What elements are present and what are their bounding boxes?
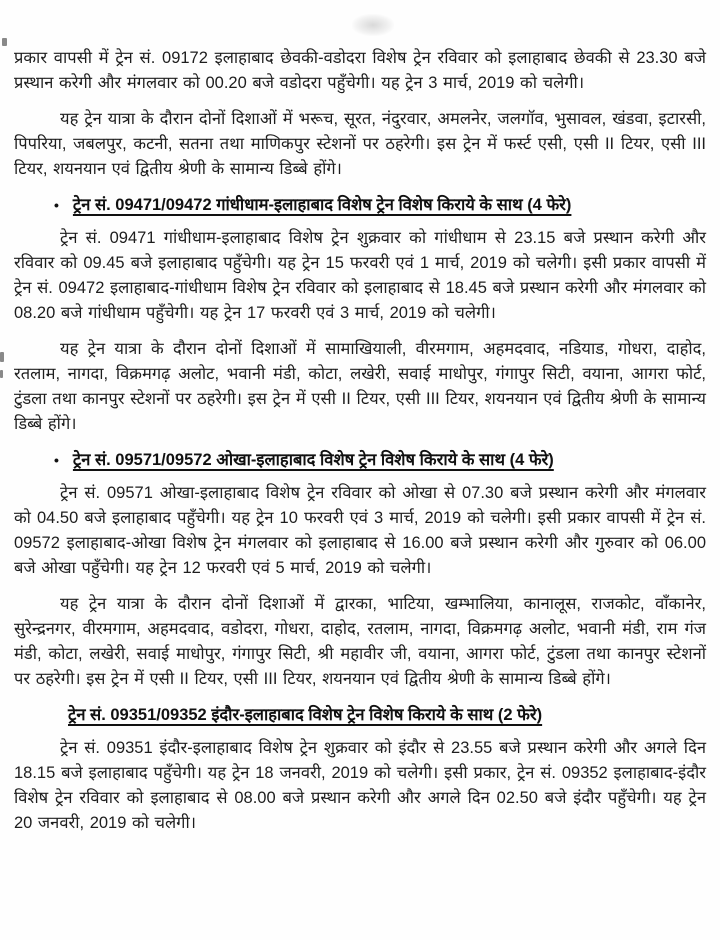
paragraph-train-09571-schedule: ट्रेन सं. 09571 ओखा-इलाहाबाद विशेष ट्रेन रविवार को ओखा से 07.30 बजे प्रस्थान करेगी और मंगलवार को 04.50 बजे इलाहाबाद पहुँचेगी। यह ट्रेन 10 फरवरी एवं 3 मार्च, 2019 को चलेगी। इसी प्रकार वापसी में ट्रेन सं. 09572 इलाहाबाद-ओखा विशेष ट्रेन मंगलवार को इलाहाबाद से 16.00 बजे प्रस्थान करेगी और गुरुवार को 06.00 बजे ओखा पहुँचेगी। यह ट्रेन 12 फरवरी एवं 5 मार्च, 2019 को चलेगी। — [14, 484, 706, 577]
paragraph-train-09172-schedule: प्रकार वापसी में ट्रेन सं. 09172 इलाहाबाद छेवकी-वडोदरा विशेष ट्रेन रविवार को इलाहाबाद छेवकी से 23.30 बजे प्रस्थान करेगी और मंगलवार को 00.20 बजे वडोदरा पहुँचेगी। यह ट्रेन 3 मार्च, 2019 को चलेगी। — [14, 49, 706, 92]
scan-speck-artifact — [0, 352, 4, 362]
paragraph-train-09571-stops: यह ट्रेन यात्रा के दौरान दोनों दिशाओं में द्वारका, भाटिया, खम्भालिया, कानालूस, राजकोट, वॉंकानेर, सुरेन्द्रनगर, वीरमगाम, अहमदवाद, वडोदरा, गोधरा, दाहोद, रतलाम, नागदा, विक्रमगढ़ अलोट, भवानी मंडी, राम गंज मंडी, कोटा, लखेरी, सवाई माधोपुर, गंगापुर सिटी, श्री महावीर जी, वयाना, आगरा फोर्ट, टुंडला तथा कानपुर स्टेशनों पर ठहरेगी। इस ट्रेन में एसी II टियर, एसी III टियर, शयनयान एवं द्वितीय श्रेणी के सामान्य डिब्बे होंगे। — [14, 595, 706, 688]
paragraph-train-09351-schedule: ट्रेन सं. 09351 इंदौर-इलाहाबाद विशेष ट्रेन शुक्रवार को इंदौर से 23.55 बजे प्रस्थान करेगी और अगले दिन 18.15 बजे इलाहाबाद पहुँचेगी। यह ट्रेन 18 जनवरी, 2019 को चलेगी। इसी प्रकार, ट्रेन सं. 09352 इलाहाबाद-इंदौर विशेष ट्रेन रविवार को इलाहाबाद से 08.00 बजे प्रस्थान करेगी और अगले दिन 02.50 बजे इंदौर पहुँचेगी। यह ट्रेन 20 जनवरी, 2019 को चलेगी। — [14, 739, 706, 832]
section-heading-text: ट्रेन सं. 09471/09472 गांधीधाम-इलाहाबाद विशेष ट्रेन विशेष किराये के साथ (4 फेरे) — [72, 196, 572, 214]
paragraph-train-09172-stops: यह ट्रेन यात्रा के दौरान दोनों दिशाओं में भरूच, सूरत, नंदुरवार, अमलनेर, जलगॉव, भुसावल, खंडवा, इटारसी, पिपरिया, जबलपुर, कटनी, सतना तथा माणिकपुर स्टेशनों पर ठहरेगी। इस ट्रेन में फर्स्ट एसी, एसी II टियर, एसी III टियर, शयनयान एवं द्वितीय श्रेणी के सामान्य डिब्बे होंगे। — [14, 110, 706, 178]
section-heading-train-09351-09352 — [14, 703, 706, 727]
scan-smudge-artifact — [352, 14, 394, 36]
bullet-icon: • — [54, 197, 59, 213]
section-heading-text: ट्रेन सं. 09351/09352 इंदौर-इलाहाबाद विशेष ट्रेन विशेष किराये के साथ (2 फेरे) — [68, 706, 543, 724]
paragraph-train-09471-schedule: ट्रेन सं. 09471 गांधीधाम-इलाहाबाद विशेष ट्रेन शुक्रवार को गांधीधाम से 23.15 बजे प्रस्थान करेगी और रविवार को 09.45 बजे इलाहाबाद पहुँचेगी। यह ट्रेन 15 फरवरी एवं 1 मार्च, 2019 को चलेगी। इसी प्रकार वापसी में ट्रेन सं. 09472 इलाहाबाद-गांधीधाम विशेष ट्रेन रविवार को इलाहाबाद से 18.45 बजे प्रस्थान करेगी और मंगलवार को 08.20 बजे गांधीधाम पहुँचेगी। यह ट्रेन 17 फरवरी एवं 3 मार्च, 2019 को चलेगी। — [14, 229, 706, 322]
section-heading-train-09471-09472 — [14, 193, 706, 217]
scan-speck-artifact — [2, 38, 7, 46]
scan-speck-artifact — [0, 370, 3, 378]
section-heading-train-09571-09572 — [14, 448, 706, 472]
bullet-icon: • — [54, 452, 59, 468]
section-heading-text: ट्रेन सं. 09571/09572 ओखा-इलाहाबाद विशेष ट्रेन विशेष किराये के साथ (4 फेरे) — [72, 451, 554, 469]
paragraph-train-09471-stops: यह ट्रेन यात्रा के दौरान दोनों दिशाओं में सामाखियाली, वीरमगाम, अहमदवाद, नडियाड, गोधरा, दाहोद, रतलाम, नागदा, विक्रमगढ़ अलोट, भवानी मंडी, कोटा, लखेरी, सवाई माधोपुर, गंगापुर सिटी, वयाना, आगरा फोर्ट, टुंडला तथा कानपुर स्टेशनों पर ठहरेगी। इस ट्रेन में एसी II टियर, एसी III टियर, शयनयान एवं द्वितीय श्रेणी के सामान्य डिब्बे होंगे। — [14, 340, 706, 433]
